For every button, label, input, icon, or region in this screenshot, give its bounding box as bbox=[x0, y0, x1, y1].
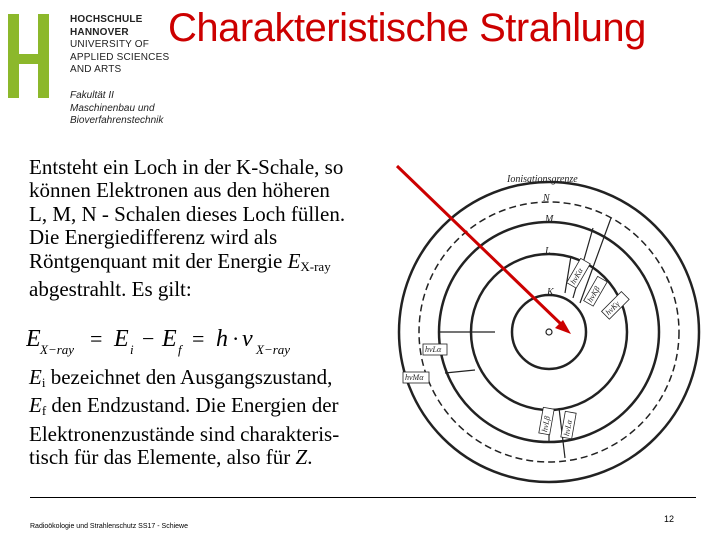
shell-k-circle bbox=[512, 295, 586, 369]
logo-line: HANNOVER bbox=[70, 26, 129, 38]
photon-label-l-alpha bbox=[423, 344, 447, 355]
text-line bbox=[29, 446, 399, 469]
text-segment: den Endzustand. Die Energien der bbox=[46, 393, 339, 418]
text-line: Elektronenzustände sind charakteris- bbox=[29, 421, 340, 446]
shell-k-label: K bbox=[547, 287, 554, 298]
energy-subscript: i bbox=[41, 375, 46, 390]
transition-arrow bbox=[445, 370, 475, 373]
formula-nu: ν bbox=[242, 326, 253, 352]
formula-sub-xray-2: X−ray bbox=[256, 342, 291, 357]
formula-Ei: E bbox=[114, 326, 129, 352]
svg-text:hνKα: hνKα bbox=[568, 266, 585, 286]
energy-symbol: E bbox=[29, 393, 42, 418]
logo-faculty-line: Fakultät II bbox=[70, 90, 114, 101]
university-logo bbox=[8, 14, 178, 134]
svg-text:hνLβ: hνLβ bbox=[540, 415, 552, 433]
text-line: abgestrahlt. Es gilt: bbox=[29, 277, 192, 302]
shell-n-label: N bbox=[543, 193, 550, 204]
logo-line: UNIVERSITY OF bbox=[70, 39, 150, 50]
logo-faculty-line: Bioverfahrenstechnik bbox=[70, 115, 164, 126]
svg-text:hνKγ: hνKγ bbox=[603, 299, 622, 318]
nucleus bbox=[546, 329, 552, 335]
text-segment: bezeichnet den Ausgangszustand, bbox=[45, 365, 333, 389]
formula-Ef: E bbox=[162, 326, 177, 352]
svg-text:hνLα: hνLα bbox=[425, 345, 442, 354]
logo-line: HOCHSCHULE bbox=[70, 14, 143, 25]
energy-subscript: X-ray bbox=[300, 258, 331, 274]
formula-sub-xray: X−ray bbox=[40, 342, 75, 357]
text-segment: tisch für das Elemente, also für bbox=[29, 445, 296, 470]
ionisation-label: Ionisationsgrenze bbox=[507, 174, 578, 185]
energy-symbol: E bbox=[287, 248, 301, 273]
text-line: L, M, N - Schalen dieses Loch füllen. bbox=[29, 201, 346, 226]
text-line bbox=[29, 250, 399, 278]
logo-faculty-line: Maschinenbau und bbox=[70, 102, 155, 114]
logo-university-name bbox=[70, 14, 169, 77]
energy-symbol: E bbox=[29, 365, 42, 389]
formula-equals: = bbox=[90, 326, 103, 351]
energy-subscript: f bbox=[41, 403, 47, 419]
slide-title: Charakteristische Strahlung bbox=[168, 6, 646, 50]
logo-line: APPLIED SCIENCES bbox=[70, 51, 170, 63]
formula-sub-f: f bbox=[178, 342, 182, 357]
footer-divider bbox=[30, 497, 696, 498]
atom-shell-diagram bbox=[375, 158, 720, 503]
logo-line: AND ARTS bbox=[70, 64, 122, 75]
logo-h-mark bbox=[8, 14, 60, 98]
formula-minus: − bbox=[142, 326, 155, 351]
text-line: Die Energiedifferenz wird als bbox=[29, 225, 278, 250]
formula-E: E bbox=[26, 326, 41, 352]
paragraph-explanation bbox=[29, 156, 399, 301]
formula-equals-2: = bbox=[192, 326, 205, 351]
footer-course: Radioökologie und Strahlenschutz SS17 - Schiewe bbox=[30, 523, 188, 530]
text-line: Entsteht ein Loch in der K-Schale, so bbox=[29, 155, 344, 179]
formula-dot: · bbox=[232, 326, 240, 351]
shell-m-label: M bbox=[545, 214, 554, 225]
page-number: 12 bbox=[664, 514, 675, 524]
shell-l-label: L bbox=[545, 246, 551, 257]
svg-text:hνMα: hνMα bbox=[405, 373, 424, 382]
svg-text:hνKβ: hνKβ bbox=[585, 284, 602, 304]
z-symbol: Z bbox=[295, 445, 308, 470]
photon-label-m-alpha bbox=[403, 372, 429, 383]
text-line bbox=[29, 366, 399, 394]
formula-sub-i: i bbox=[130, 342, 134, 357]
paragraph-states bbox=[29, 366, 399, 470]
text-segment: Röntgenquant mit der Energie bbox=[29, 248, 288, 273]
photon-label-k-beta bbox=[584, 276, 608, 306]
svg-text:hνLα: hνLα bbox=[562, 419, 574, 437]
formula-h: h bbox=[216, 326, 228, 352]
photon-label-l-beta bbox=[539, 407, 554, 435]
logo-faculty bbox=[70, 90, 163, 128]
text-segment: . bbox=[307, 445, 313, 470]
energy-formula bbox=[26, 320, 326, 362]
photon-label-l-alpha-2 bbox=[561, 411, 576, 439]
text-line bbox=[29, 394, 399, 422]
transition-arrow bbox=[565, 256, 571, 293]
text-line: können Elektronen aus den höheren bbox=[29, 178, 330, 203]
